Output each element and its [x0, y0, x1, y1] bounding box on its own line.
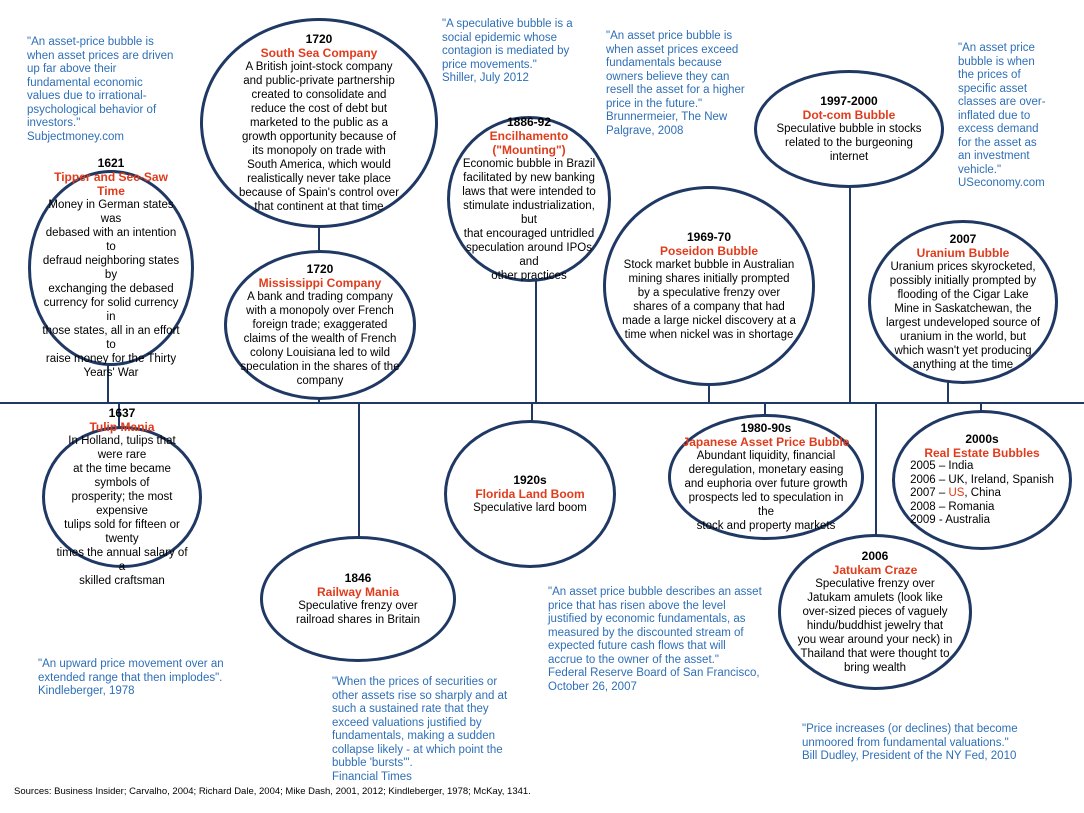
quote-text: "A speculative bubble is a social epidemic whose contagion is mediated by price movements.": [442, 18, 573, 71]
realestate-row: [910, 474, 1054, 488]
event-name: Tipper and See-Saw Time: [54, 170, 168, 198]
quote-source: Federal Reserve Board of San Francisco, October 26, 2007: [548, 667, 760, 693]
quote-source: Subjectmoney.com: [27, 130, 124, 143]
quote-source: Financial Times: [332, 770, 412, 783]
event-year: 1637: [108, 406, 136, 420]
event-description: Money in German states was debased with an intention to defraud neighboring states by exchanging the debased currency for solid currency in those states, all in an effort to raise money for the Thirty Years' War: [42, 199, 180, 379]
event-name: Mississippi Company: [258, 276, 382, 290]
realestate-list: [910, 460, 1054, 528]
event-year: 1997-2000: [820, 94, 878, 108]
row-text-after: , China: [964, 487, 1001, 500]
event-year: 2000s: [965, 432, 999, 447]
row-text: 2007 –: [910, 487, 949, 500]
event-description: Speculative lard boom: [473, 502, 587, 514]
event-description: Stock market bubble in Australian mining shares initially prompted by a speculative frenzy over shares of a company that had made a large nickel discovery at a time when nickel was in shortage: [622, 259, 796, 341]
quote-text: "An asset price bubble is when the prices of specific asset classes are over- inflated due to excess demand for the asset as an investment vehicle.": [958, 42, 1046, 176]
timeline-axis: [0, 402, 1084, 404]
event-year: 1920s: [513, 473, 547, 487]
realestate-row: [910, 460, 1054, 474]
event-bubble-railway: [260, 536, 456, 662]
row-highlight: US: [948, 487, 965, 500]
event-description: A British joint-stock company and public-private partnership created to consolidate and reduce the cost of debt but marketed to the public as a growth opportunity because of its monopoly on trade with South America, which would realistically never take place because of Spain's control over that continent at that time: [238, 61, 400, 213]
quote-text: "An asset-price bubble is when asset prices are driven up far above their fundamental economic values due to irrational- psychological behavior of investors.": [27, 36, 174, 129]
quote-subjectmoney: [27, 36, 173, 144]
quote-federal-reserve: [548, 586, 762, 694]
event-name: Encilhamento ("Mounting"): [489, 129, 569, 157]
event-year: 1846: [344, 571, 372, 585]
event-name: Real Estate Bubbles: [924, 446, 1040, 461]
row-text: 2006 – UK, Ireland, Spanish: [910, 473, 1054, 486]
quote-shiller: [442, 18, 573, 86]
quote-text: "Price increases (or declines) that become unmoored from fundamental valuations.": [802, 723, 1018, 749]
row-text: 2008 – Romania: [910, 500, 995, 513]
event-bubble-poseidon: [603, 186, 815, 386]
connector-poseidon: [708, 386, 710, 402]
event-year: 1621: [97, 156, 125, 170]
quote-financial-times: [332, 676, 507, 784]
event-description: Economic bubble in Brazil facilitated by new banking laws that were intended to stimulate industrialization, but that encouraged untridled speculation around IPOs and other practices: [462, 158, 596, 282]
row-text: 2009 - Australia: [910, 514, 990, 527]
connector-uranium: [947, 381, 949, 402]
event-bubble-tulip: [42, 406, 202, 587]
event-name: Florida Land Boom: [475, 487, 585, 501]
event-name: Railway Mania: [316, 585, 400, 599]
connector-dotcom: [849, 184, 851, 402]
event-bubble-dotcom: [754, 70, 944, 188]
event-year: 1720: [305, 32, 333, 46]
event-name: Tulip Mania: [89, 420, 155, 434]
quote-brunnermeier: [606, 30, 745, 138]
quote-source: Kindleberger, 1978: [38, 685, 135, 697]
quote-text: "When the prices of securities or other assets rise so sharply and at such a sustained rate that they exceed valuations justified by fundamentals, making a sudden collapse likely - at which point the bubble 'bursts'".: [332, 676, 508, 769]
event-description: Speculative frenzy over railroad shares in Britain: [295, 600, 420, 626]
event-bubble-florida: [444, 420, 616, 568]
quote-source: Shiller, July 2012: [442, 72, 529, 84]
quote-text: "An upward price movement over an extended range that then implodes".: [38, 658, 224, 684]
event-name: Uranium Bubble: [916, 246, 1010, 260]
quote-kindleberger: [38, 658, 224, 699]
event-bubble-japanese: [668, 414, 864, 540]
event-description: A bank and trading company with a monopoly over French foreign trade; exaggerated claims of the wealth of French colony Louisiana led to wild speculation in the shares of the company: [240, 291, 400, 387]
event-description: Speculative frenzy over Jatukam amulets (look like over-sized pieces of vaguely hindu/buddhist jewelry that you wear around your neck) in Thailand that were thought to bring wealth: [797, 578, 953, 674]
event-year: 1969-70: [686, 230, 732, 244]
event-year: 1886-92: [506, 115, 552, 129]
event-year: 1980-90s: [740, 421, 792, 435]
event-name: Japanese Asset Price Bubble: [682, 435, 850, 449]
event-name: Poseidon Bubble: [659, 244, 758, 258]
quote-source: Brunnermeier, The New Palgrave, 2008: [606, 111, 728, 137]
quote-text: "An asset price bubble is when asset prices exceed fundamentals because owners believe they can resell the asset for a higher price in the future.": [606, 30, 745, 110]
event-name: South Sea Company: [260, 46, 378, 60]
event-bubble-jatukam: [778, 534, 972, 690]
row-text: 2005 – India: [910, 460, 974, 473]
event-bubble-southsea: [200, 18, 438, 228]
event-year: 2006: [861, 549, 889, 563]
event-description: In Holland, tulips that were rare at the time became symbols of prosperity; the most expensive tulips sold for fifteen or twenty times the annual salary of a skilled craftsman: [56, 435, 188, 587]
realestate-row: [910, 487, 1054, 501]
quote-source: USeconomy.com: [958, 177, 1045, 189]
event-bubble-tipper: [28, 156, 194, 379]
quote-useconomy: [958, 42, 1046, 191]
realestate-row: [910, 501, 1054, 515]
connector-jatukam: [875, 403, 877, 539]
sources-footer: Sources: Business Insider; Carvalho, 2004; Richard Dale, 2004; Mike Dash, 2001, 2012; Kindleberger, 1978; McKay, 1341.: [14, 786, 531, 797]
quote-text: "An asset price bubble describes an asset price that has risen above the level justified by economic fundamentals, as measured by the discounted stream of expected future cash flows that will accrue to the owner of the asset.": [548, 586, 762, 666]
event-bubble-encilhamento: [447, 116, 611, 282]
event-bubble-realestate: [892, 410, 1072, 550]
connector-railway: [358, 403, 360, 540]
event-description: Speculative bubble in stocks related to the burgeoning internet: [776, 123, 922, 163]
event-bubble-uranium: [868, 220, 1058, 384]
event-year: 2007: [949, 232, 977, 246]
quote-dudley: [802, 723, 1018, 764]
event-name: Jatukam Craze: [832, 563, 918, 577]
realestate-row: [910, 514, 1054, 528]
event-year: 1720: [306, 262, 334, 276]
event-description: Uranium prices skyrocketed, possibly initially prompted by flooding of the Cigar Lake Mine in Saskatchewan, the largest undeveloped source of uranium in the world, but which wasn't yet producing anything at the time: [885, 261, 1041, 371]
event-name: Dot-com Bubble: [802, 108, 896, 122]
event-description: Abundant liquidity, financial deregulation, monetary easing and euphoria over future growth prospects led to speculation in the stock and property markets: [684, 450, 848, 532]
connector-encilhamento: [535, 278, 537, 402]
event-bubble-mississippi: [224, 250, 416, 400]
quote-source: Bill Dudley, President of the NY Fed, 2010: [802, 750, 1017, 762]
